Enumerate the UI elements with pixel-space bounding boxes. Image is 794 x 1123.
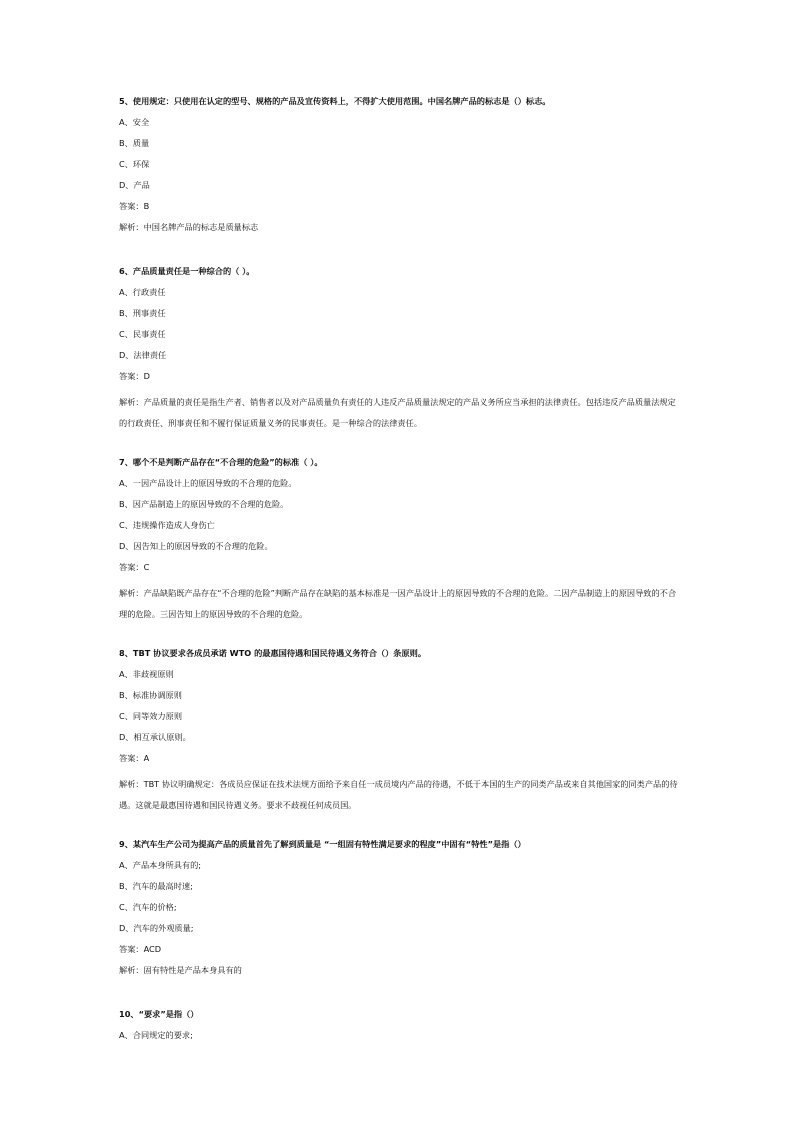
- option-c: C、违规操作造成人身伤亡: [119, 520, 215, 530]
- question-5: [119, 96, 679, 243]
- option-b: B、因产品制造上的原因导致的不合理的危险。: [119, 499, 289, 509]
- option-d: D、汽车的外观质量;: [119, 923, 194, 933]
- analysis: 解析：TBT 协议明确规定：各成员应保证在技术法规方面给予来自任一成员境内产品的待遇，不低于本国的生产的同类产品或来自其他国家的同类产品的待遇。这就是最惠国待遇和国民待遇义务。要求不歧视任何成员国。: [119, 779, 678, 810]
- option-d: D、产品: [119, 180, 150, 190]
- question-stem: 9、某汽车生产公司为提高产品的质量首先了解到质量是 “一组固有特性满足要求的程度”中固有“特性”是指（）: [119, 839, 526, 849]
- answer: 答案：ACD: [119, 944, 162, 954]
- option-d: D、相互承认原则。: [119, 732, 191, 742]
- option-b: B、汽车的最高时速;: [119, 881, 193, 891]
- question-10: [119, 1009, 679, 1051]
- answer: 答案：C: [119, 562, 150, 572]
- option-b: B、质量: [119, 138, 150, 148]
- document-page: [119, 96, 679, 1051]
- question-stem: 6、产品质量责任是一种综合的（ ）。: [119, 266, 255, 276]
- question-7: [119, 457, 679, 625]
- option-a: A、行政责任: [119, 287, 166, 297]
- question-6: [119, 266, 679, 434]
- option-c: C、同等效力原则: [119, 711, 183, 721]
- analysis: 解析：产品质量的责任是指生产者、销售者以及对产品质量负有责任的人违反产品质量法规定的产品义务所应当承担的法律责任。包括违反产品质量法规定的行政责任、刑事责任和不履行保证质量义务的民事责任。是一种综合的法律责任。: [119, 397, 676, 428]
- answer: 答案：D: [119, 371, 150, 381]
- answer: 答案：B: [119, 201, 150, 211]
- answer: 答案：A: [119, 753, 150, 763]
- option-a: A、一因产品设计上的原因导致的不合理的危险。: [119, 478, 297, 488]
- question-8: [119, 648, 679, 816]
- question-9: [119, 839, 679, 986]
- analysis: 解析：固有特性是产品本身具有的: [119, 965, 242, 975]
- analysis: 解析：中国名牌产品的标志是质量标志: [119, 222, 259, 232]
- option-b: B、标准协调原则: [119, 690, 182, 700]
- question-stem: 5、使用规定：只使用在认定的型号、规格的产品及宣传资料上，不得扩大使用范围。中国名牌产品的标志是（）标志。: [119, 96, 551, 106]
- option-c: C、环保: [119, 159, 150, 169]
- option-d: D、因告知上的原因导致的不合理的危险。: [119, 541, 273, 551]
- option-c: C、民事责任: [119, 329, 166, 339]
- option-a: A、合同规定的要求;: [119, 1030, 193, 1040]
- analysis: 解析：产品缺陷既产品存在“不合理的危险”判断产品存在缺陷的基本标准是一因产品设计上的原因导致的不合理的危险。二因产品制造上的原因导致的不合理的危险。三因告知上的原因导致的不合理的危险。: [119, 588, 677, 619]
- option-d: D、法律责任: [119, 350, 167, 360]
- option-a: A、安全: [119, 117, 150, 127]
- option-a: A、产品本身所具有的;: [119, 860, 202, 870]
- question-stem: 10、“要求”是指（）: [119, 1009, 199, 1019]
- question-stem: 7、哪个不是判断产品存在“不合理的危险”的标准（ ）。: [119, 457, 323, 467]
- question-stem: 8、TBT 协议要求各成员承诺 WTO 的最惠国待遇和国民待遇义务符合（）条原则。: [119, 648, 427, 658]
- option-a: A、非歧视原则: [119, 669, 174, 679]
- option-c: C、汽车的价格;: [119, 902, 177, 912]
- option-b: B、刑事责任: [119, 308, 166, 318]
